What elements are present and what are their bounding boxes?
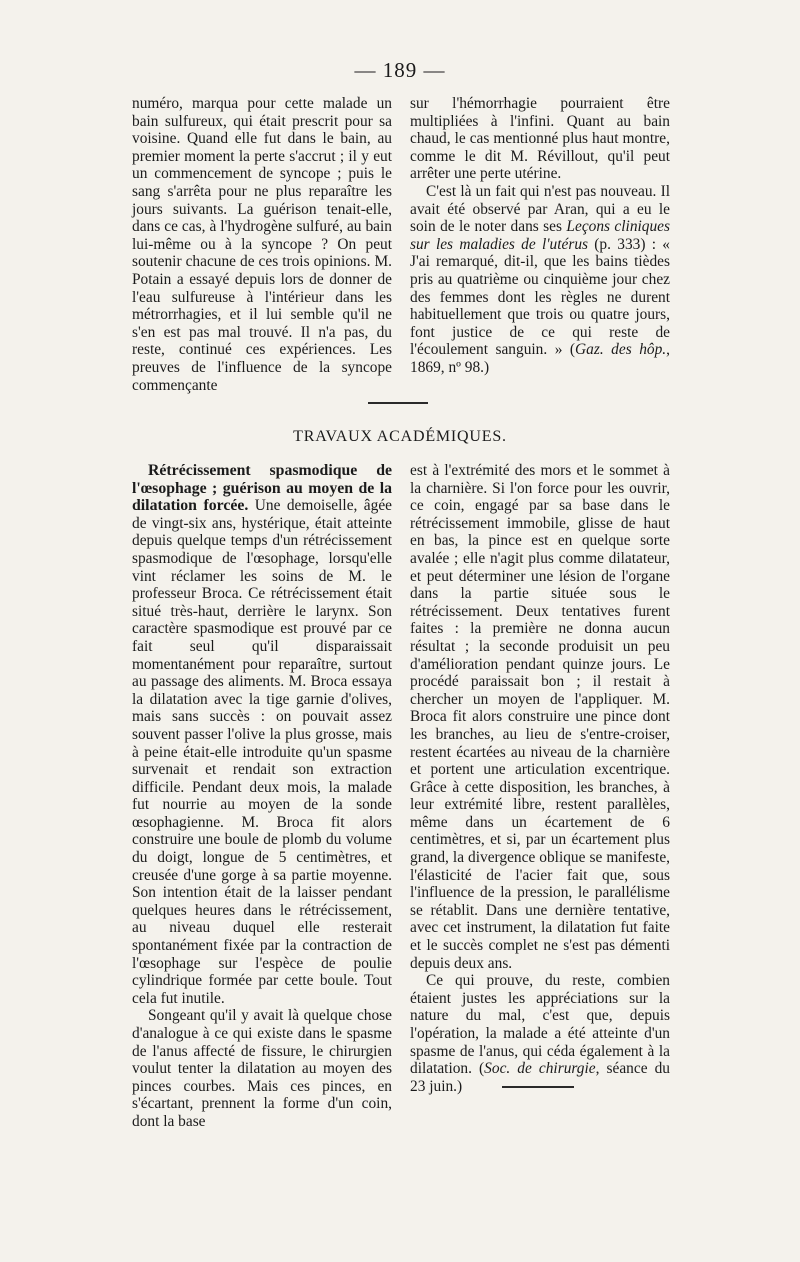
- article-title: Rétrécissement spasmodique de l'œsophage ; guérison au moyen de la dilatation forcée.: [132, 462, 392, 515]
- paragraph: numéro, marqua pour cette malade un bain sulfureux, qui était prescrit pour sa voisine. Quand elle fut dans le bain, au premier moment la perte s'accrut ; il y eut un commencement de syncope ; puis le sang s'arrêta pour ne plus reparaître les jours suivants. La guérison tenait-elle, dans ce cas, à l'hydrogène sulfuré, au bain lui-même ou à la syncope ? On peut soutenir chacune de ces trois opinions. M. Potain a essayé depuis lors de donner de l'eau sulfureuse à l'intérieur dans les métrorrhagies, et il lui semble qu'il ne s'en est pas mal trouvé. Il n'a pas, du reste, continué ces expériences. Les preuves de l'influence de la syncope commençante: [132, 95, 392, 394]
- paragraph: est à l'extrémité des mors et le sommet à la charnière. Si l'on force pour les ouvrir, ce coin, engagé par sa base dans le rétrécissement immobile, glisse de haut en bas, la pince est en quelque sorte avalée ; elle n'agit plus comme dilatateur, et peut déterminer une lésion de l'organe dans la partie située sous le rétrécissement. Deux tentatives furent faites : la première ne donna aucun résultat ; la seconde produisit un peu d'amélioration pendant quinze jours. Le procédé paraissait bon ; il restait à chercher un moyen de l'appliquer. M. Broca fit alors construire une pince dont les branches, au lieu de s'entre-croiser, restent écartées au niveau de la charnière et portent une articulation excentrique. Grâce à cette disposition, les branches, à leur extrémité libre, restent parallèles, même dans un écartement de 6 centimètres, et si, par un écartement plus grand, la divergence oblique se manifeste, l'élasticité de l'acier fait que, sous l'influence de la pression, le parallélisme se rétablit. Dans une dernière tentative, avec cet instrument, la dilatation fut faite et le succès complet ne s'est pas démenti depuis deux ans.: [410, 462, 670, 972]
- text-run: (p. 333) : « J'ai remarqué, dit-il, que les bains tièdes pris au quatrième ou cinquième jour chez des femmes dont les règles ne durent habituellement que trois ou quatre jours, font justice de ce qui reste de l'écoulement sanguin. » (: [410, 235, 670, 359]
- paragraph: Songeant qu'il y avait là quelque chose d'analogue à ce qui existe dans le spasme de l'anus affecté de fissure, le chirurgien voulut tenter la dilatation au moyen des pinces courbes. Mais ces pinces, en s'écartant, prennent la forme d'un coin, dont la base: [132, 1007, 392, 1130]
- italic-citation: Gaz. des hôp.: [575, 341, 667, 359]
- section-heading: TRAVAUX ACADÉMIQUES.: [293, 428, 507, 445]
- text-run: C'est là un fait qui n'est pas nouveau. Il avait été observé par Aran, qui a eu le soin de le noter dans ses: [410, 182, 670, 236]
- text-run: Ce qui prouve, du reste, combien étaient justes les appréciations sur la nature du mal, c'est que, depuis l'opération, la malade a été atteinte d'un spasme de l'anus, qui céda également à la dilatation. (: [410, 972, 670, 1078]
- text-run: , 1869, nº 98.): [410, 341, 670, 376]
- text-run: , séance du 23 juin.): [410, 1060, 670, 1095]
- italic-title: Leçons cliniques sur les maladies de l'utérus: [410, 218, 671, 253]
- page-number: — 189 —: [354, 58, 446, 82]
- text-run: Une demoiselle, âgée de vingt-six ans, hystérique, était atteinte depuis quelque temps d'un rétrécissement spasmodique de l'œsophage, lorsqu'elle vint réclamer les soins de M. le professeur Broca. Ce rétrécissement était situé très-haut, derrière le larynx. Son caractère spasmodique est prouvé par ce fait seul qu'il disparaissait momentanément pour reparaître, surtout au passage des aliments. M. Broca essaya la dilatation avec la tige garnie d'olives, mais sans succès : on pouvait assez souvent passer l'olive la plus grosse, mais à peine était-elle introduite qu'un spasme survenait et rendait son extraction difficile. Pendant deux mois, la malade fut nourrie au moyen de la sonde œsophagienne. M. Broca fit alors construire une boule de plomb du volume du doigt, longue de 5 centimètres, et creusée d'une gorge à sa partie moyenne. Son intention était de la laisser pendant quelques heures dans le rétrécissement, au niveau duquel elle resterait spontanément fixée par la contraction de l'œsophage sur l'espèce de poulie cylindrique formée par cette boule. Tout cela fut inutile.: [132, 497, 392, 1007]
- top-right-column: [410, 95, 670, 377]
- end-rule: [502, 1086, 574, 1088]
- paragraph: [132, 462, 392, 1007]
- article-right-column: [410, 462, 670, 1095]
- top-left-column: [132, 95, 392, 394]
- paragraph: sur l'hémorrhagie pourraient être multipliées à l'infini. Quant au bain chaud, le cas mentionné plus haut montre, comme le dit M. Révillout, qu'il peut arrêter une perte utérine.: [410, 95, 670, 183]
- italic-citation: Soc. de chirurgie: [484, 1060, 596, 1078]
- paragraph: [410, 183, 670, 377]
- section-divider: [368, 402, 428, 404]
- paragraph: [410, 972, 670, 1095]
- article-left-column: [132, 462, 392, 1131]
